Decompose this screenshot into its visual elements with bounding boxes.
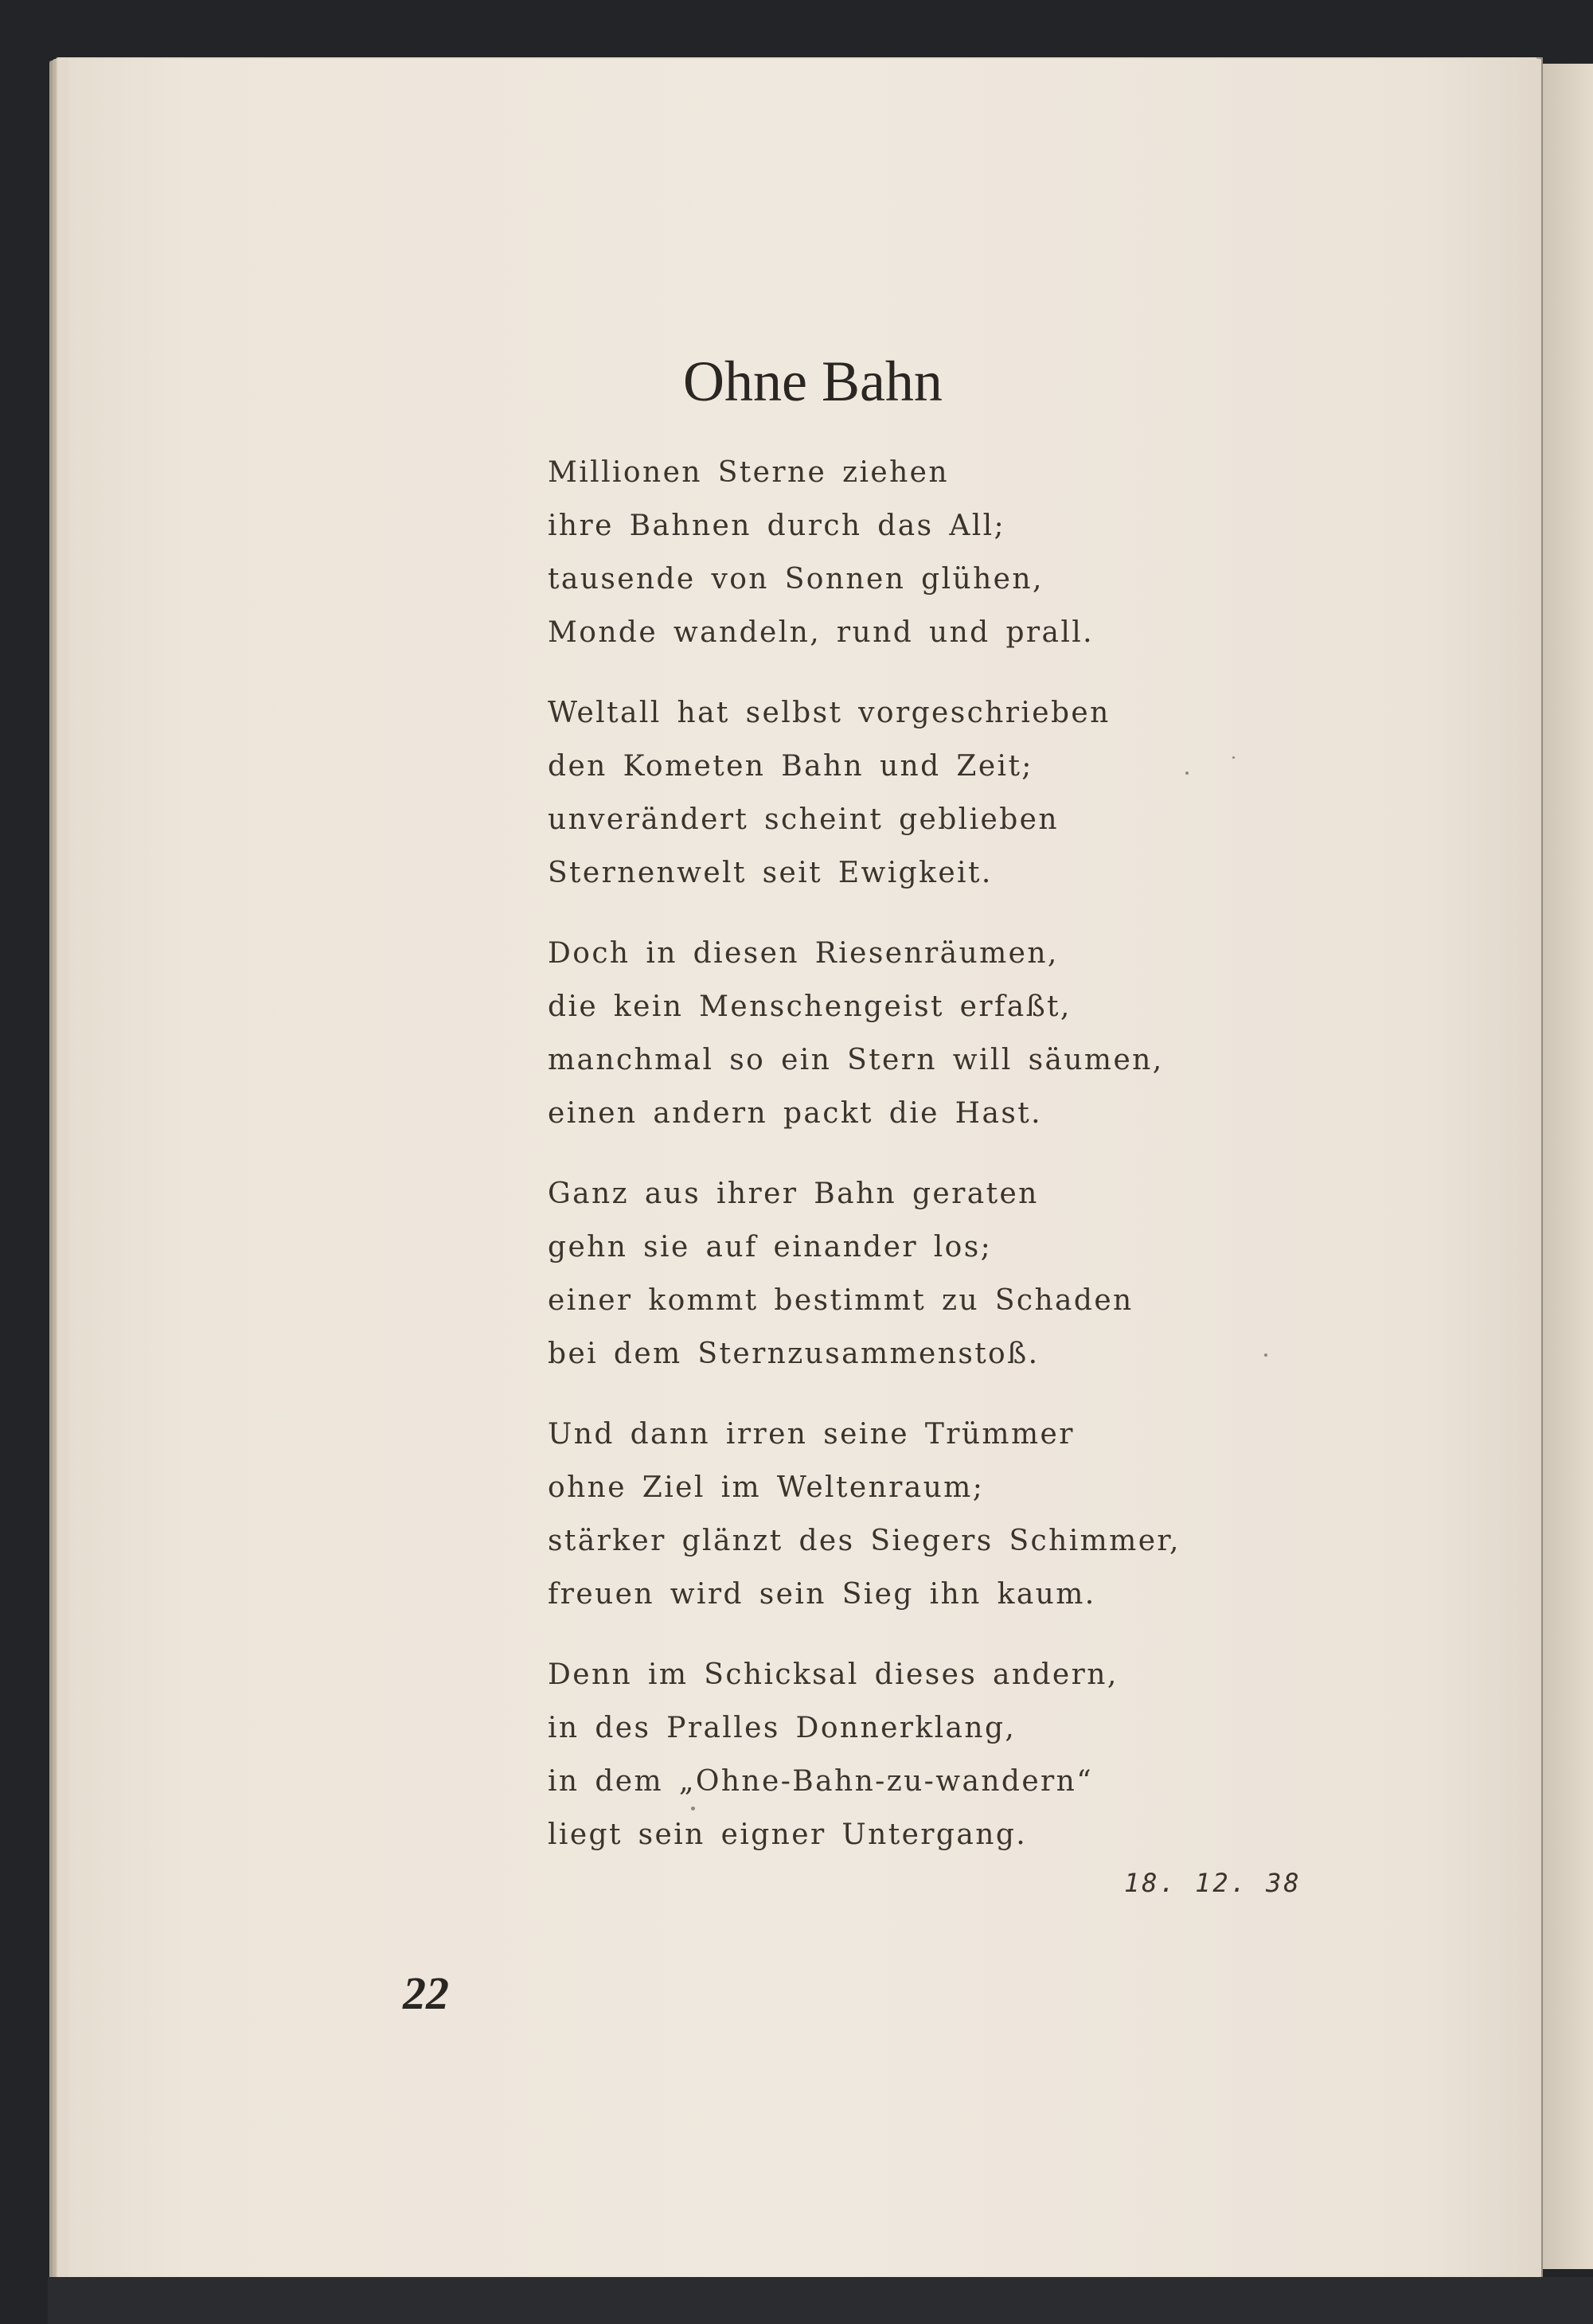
poem-line: liegt sein eigner Untergang. xyxy=(548,1818,1028,1851)
poem-stanza xyxy=(548,927,1164,1140)
poem-line: Ganz aus ihrer Bahn geraten xyxy=(548,1178,1039,1210)
poem-line: tausende von Sonnen glühen, xyxy=(548,563,1044,596)
poem-line: Und dann irren seine Trümmer xyxy=(548,1418,1075,1451)
poem-line: Weltall hat selbst vorgeschrieben xyxy=(548,697,1111,729)
poem-line: unverändert scheint geblieben xyxy=(548,803,1059,836)
poem-line: Doch in diesen Riesenräumen, xyxy=(548,937,1059,970)
poem-body xyxy=(548,446,1181,1888)
scan-border-bottom xyxy=(48,2277,1593,2324)
paper-speck xyxy=(1264,1353,1267,1357)
poem-line: Denn im Schicksal dieses andern, xyxy=(548,1658,1119,1691)
poem-line: einer kommt bestimmt zu Schaden xyxy=(548,1284,1134,1317)
poem-line: stärker glänzt des Siegers Schimmer, xyxy=(548,1525,1181,1557)
poem-line: einen andern packt die Hast. xyxy=(548,1097,1042,1130)
poem-stanza xyxy=(548,1408,1181,1621)
poem-line: Millionen Sterne ziehen xyxy=(548,456,949,489)
poem-line: freuen wird sein Sieg ihn kaum. xyxy=(548,1578,1096,1611)
poem-stanza xyxy=(548,1167,1153,1381)
poem-line: in des Pralles Donnerklang, xyxy=(548,1712,1017,1744)
poem-line: den Kometen Bahn und Zeit; xyxy=(548,750,1033,783)
poem-line: Monde wandeln, rund und prall. xyxy=(548,616,1095,649)
paper-speck xyxy=(1185,771,1189,775)
facing-page-edge xyxy=(1543,64,1593,2269)
poem-stanza xyxy=(548,686,1153,900)
poem-line: ohne Ziel im Weltenraum; xyxy=(548,1471,985,1504)
poem-line: bei dem Sternzusammenstoß. xyxy=(548,1338,1040,1370)
poem-line: gehn sie auf einander los; xyxy=(548,1231,993,1264)
poem-title: Ohne Bahn xyxy=(683,350,943,413)
poem-line: ihre Bahnen durch das All; xyxy=(548,510,1006,542)
poem-stanza xyxy=(548,446,1153,659)
poem-date: 18. 12. 38 xyxy=(1124,1868,1302,1898)
poem-line: Sternenwelt seit Ewigkeit. xyxy=(548,857,993,889)
page-number: 22 xyxy=(403,1967,449,2019)
paper-speck xyxy=(1232,756,1235,759)
poem-line: in dem „Ohne-Bahn-zu-wandern“ xyxy=(548,1765,1094,1798)
poem-line: manchmal so ein Stern will säumen, xyxy=(548,1044,1164,1076)
poem-stanza xyxy=(548,1648,1153,1861)
poem-line: die kein Menschengeist erfaßt, xyxy=(548,990,1072,1023)
